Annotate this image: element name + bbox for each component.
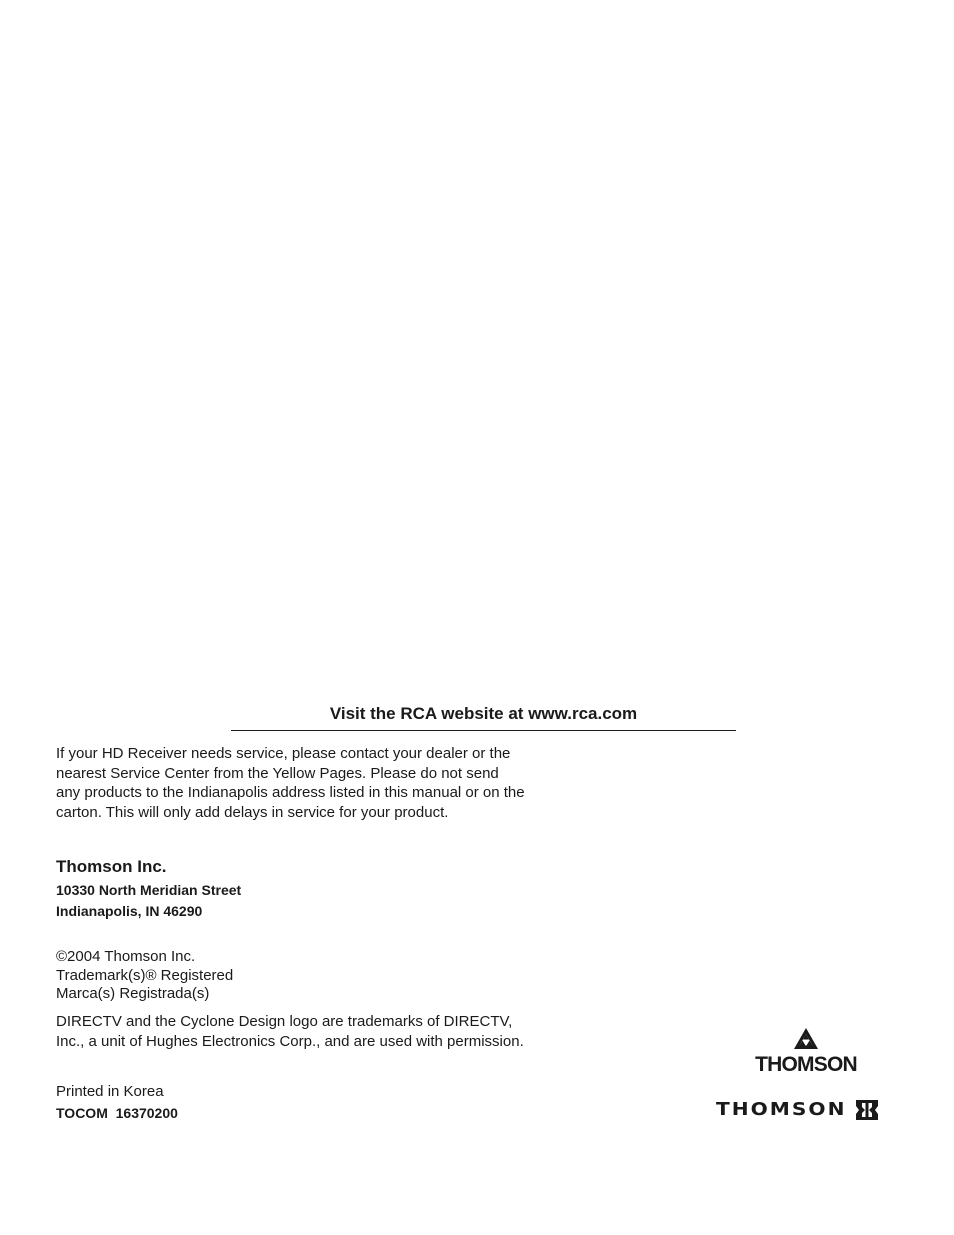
directv-trademark-notice: DIRECTV and the Cyclone Design logo are trademarks of DIRECTV, Inc., a unit of Hughes Electronics Corp., and are used with permission.: [56, 1013, 524, 1050]
address-street: 10330 North Meridian Street: [56, 882, 242, 898]
trademark-notice-spanish: Marca(s) Registrada(s): [56, 985, 210, 1002]
website-heading: Visit the RCA website at www.rca.com: [329, 704, 638, 723]
printed-in-country: Printed in Korea: [56, 1083, 164, 1100]
thomson-shield-logo-icon: [853, 1098, 881, 1122]
trademark-notice: Trademark(s)® Registered: [56, 967, 234, 984]
thomson-logo-top: [744, 1027, 868, 1076]
copyright-notice: ©2004 Thomson Inc.: [56, 948, 196, 965]
service-notice: If your HD Receiver needs service, please contact your dealer or the nearest Service Center from the Yellow Pages. Please do not send any products to the Indianapolis address listed in this manual or on the carton. This will only add delays in service for your product.: [56, 745, 525, 821]
thomson-wordmark-top: THOMSON: [755, 1053, 857, 1076]
tocom-part-number: TOCOM 16370200: [56, 1105, 178, 1121]
thomson-wordmark-bottom: THOMSON: [716, 1099, 847, 1120]
thomson-logo-bottom: [716, 1098, 881, 1122]
address-city: Indianapolis, IN 46290: [56, 903, 203, 919]
heading-divider: [231, 730, 736, 731]
thomson-tri-arrow-logo-icon: [793, 1027, 819, 1051]
company-name: Thomson Inc.: [56, 857, 167, 876]
